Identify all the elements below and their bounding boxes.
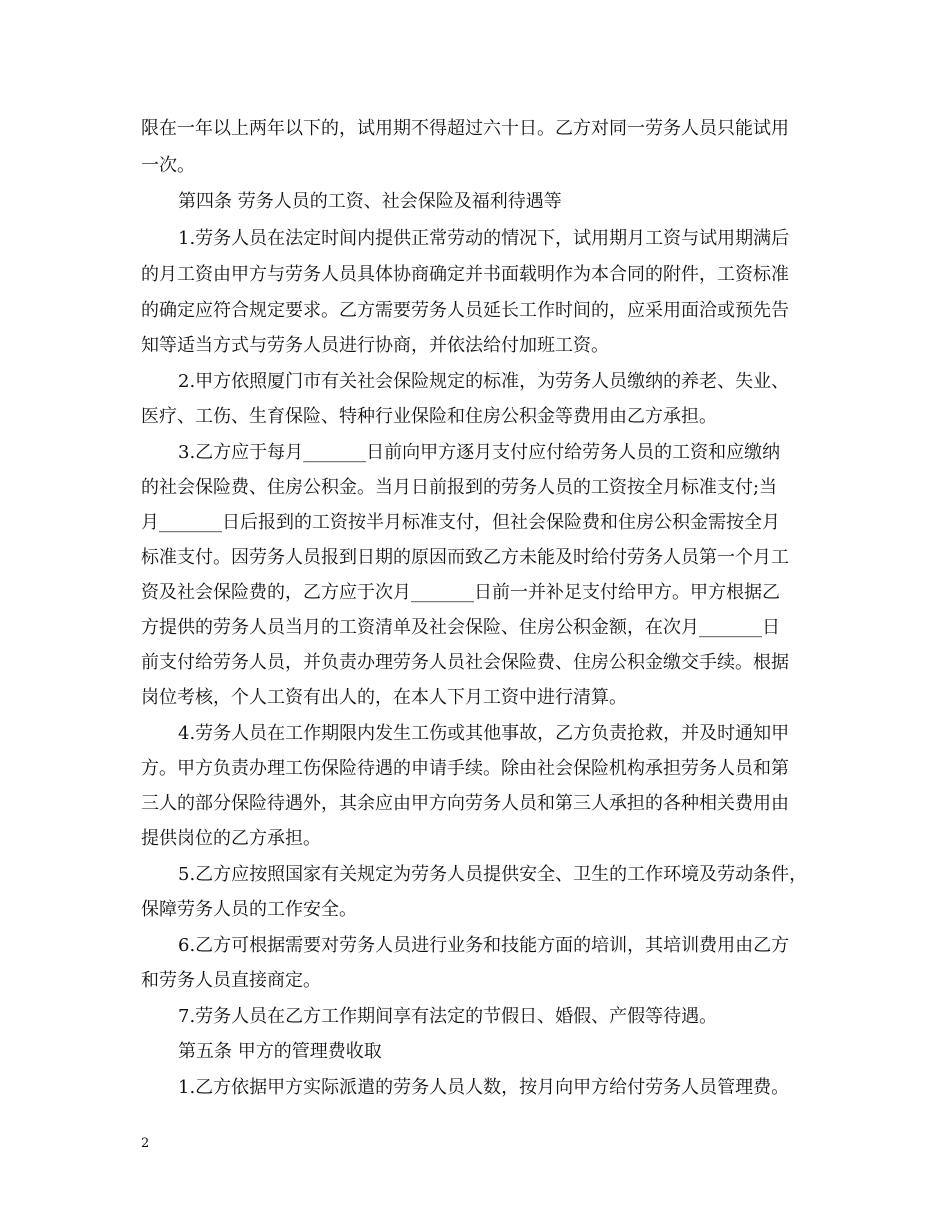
text-line: 知等适当方式与劳务人员进行协商，并依法给付加班工资。 [141,335,609,356]
text-line: 2.甲方依照厦门市有关社会保险规定的标准，为劳务人员缴纳的养老、失业、 [178,371,790,392]
text-line: 提供岗位的乙方承担。 [141,828,321,849]
text-line: 限在一年以上两年以下的，试用期不得超过六十日。乙方对同一劳务人员只能试用 [141,118,789,139]
text-line: 和劳务人员直接商定。 [141,970,321,991]
text-line: 的社会保险费、住房公积金。当月日前报到的劳务人员的工资按全月标准支付;当 [141,477,778,498]
text-line: 标准支付。因劳务人员报到日期的原因而致乙方未能及时给付劳务人员第一个月工 [141,547,789,568]
text-line: 6.乙方可根据需要对劳务人员进行业务和技能方面的培训，其培训费用由乙方 [178,935,790,956]
text-line: 1.劳务人员在法定时间内提供正常劳动的情况下，试用期月工资与试用期满后 [178,228,790,249]
text-line: 保障劳务人员的工作安全。 [141,899,357,920]
text-line: 岗位考核，个人工资有出人的，在本人下月工资中进行清算。 [141,687,627,708]
text-line: 方。甲方负责办理工伤保险待遇的申请手续。除由社会保险机构承担劳务人员和第 [141,758,789,779]
text-line: 3.乙方应于每月_______日前向甲方逐月支付应付给劳务人员的工资和应缴纳 [178,442,781,463]
text-line: 三人的部分保险待遇外，其余应由甲方向劳务人员和第三人承担的各种相关费用由 [141,793,789,814]
text-line: 5.乙方应按照国家有关规定为劳务人员提供安全、卫生的工作环境及劳动条件， [178,864,808,885]
text-line: 的月工资由甲方与劳务人员具体协商确定并书面载明作为本合同的附件，工资标准 [141,264,789,285]
text-line: 医疗、工伤、生育保险、特种行业保险和住房公积金等费用由乙方承担。 [141,406,717,427]
text-line: 一次。 [141,155,195,176]
text-line: 方提供的劳务人员当月的工资清单及社会保险、住房公积金额，在次月_______日 [141,617,780,638]
text-line: 的确定应符合规定要求。乙方需要劳务人员延长工作时间的，应采用面洽或预先告 [141,300,789,321]
section-heading: 第五条 甲方的管理费收取 [178,1041,382,1062]
text-line: 资及社会保险费的，乙方应于次月_______日前一并补足支付给甲方。甲方根据乙 [141,582,780,603]
text-line: 4.劳务人员在工作期限内发生工伤或其他事故，乙方负责抢救，并及时通知甲 [178,723,790,744]
text-line: 7.劳务人员在乙方工作期间享有法定的节假日、婚假、产假等待遇。 [178,1006,718,1027]
text-line: 月_______日后报到的工资按半月标准支付，但社会保险费和住房公积金需按全月 [141,512,780,533]
text-line: 前支付给劳务人员，并负责办理劳务人员社会保险费、住房公积金缴交手续。根据 [141,652,789,673]
page-number: 2 [141,1136,150,1151]
text-line: 1.乙方依据甲方实际派遣的劳务人员人数，按月向甲方给付劳务人员管理费。 [178,1077,790,1098]
section-heading: 第四条 劳务人员的工资、社会保险及福利待遇等 [178,191,562,212]
